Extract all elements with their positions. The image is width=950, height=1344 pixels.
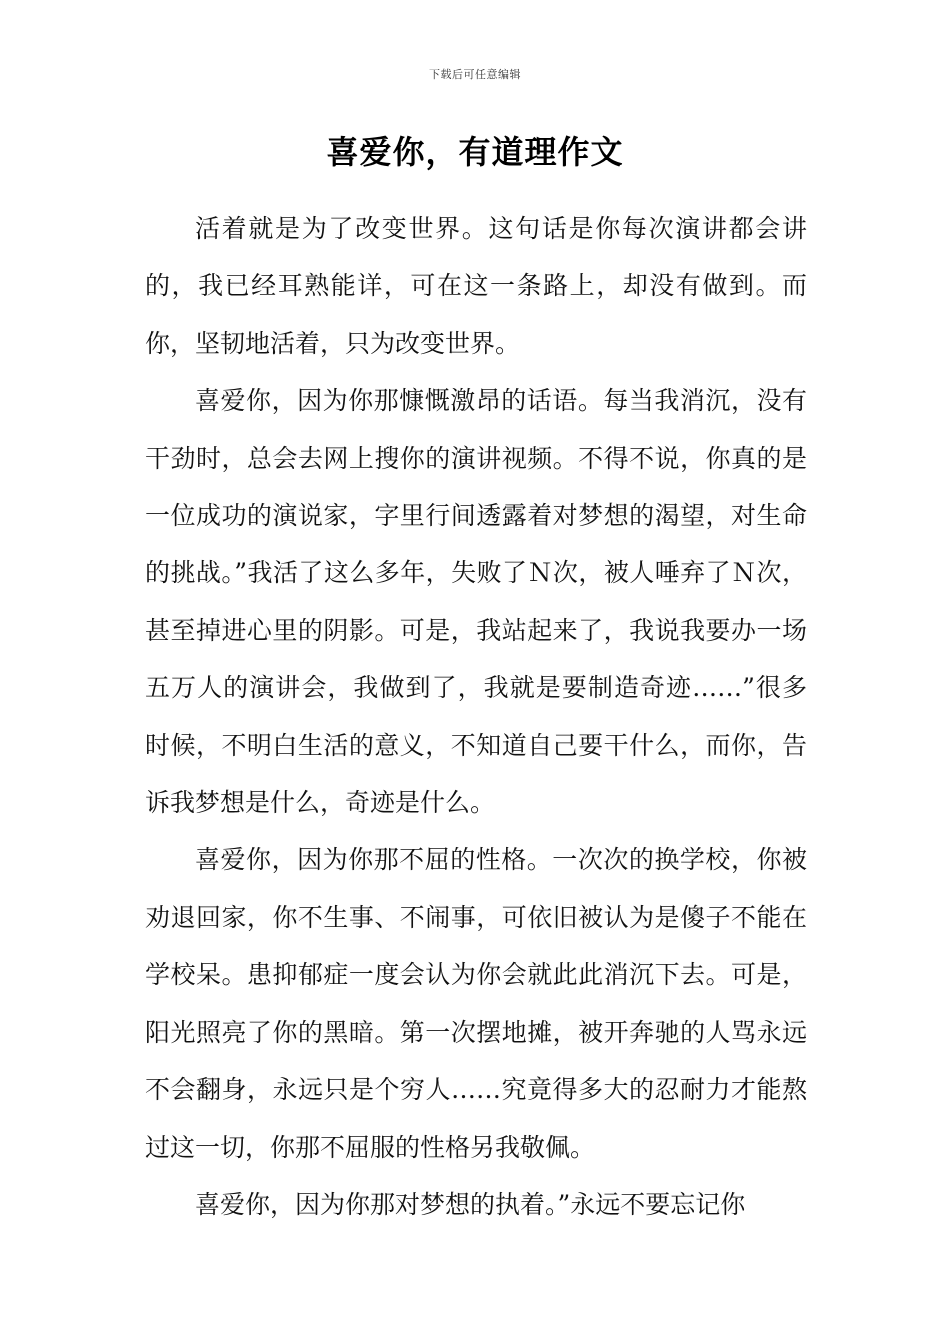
paragraph: 活着就是为了改变世界。这句话是你每次演讲都会讲的，我已经耳熟能详，可在这一条路上，却没有做到。而你，坚韧地活着，只为改变世界。: [145, 214, 807, 358]
paragraph: 喜爱你，因为你那对梦想的执着。”永远不要忘记你: [195, 1189, 746, 1219]
paragraph: 喜爱你，因为你那不屈的性格。一次次的换学校，你被劝退回家，你不生事、不闹事，可依旧被认为是傻子不能在学校呆。患抑郁症一度会认为你会就此此消沉下去。可是，阳光照亮了你的黑暗。第一次摆地摊，被开奔驰的人骂永远不会翻身，永远只是个穷人……究竟得多大的忍耐力才能熬过这一切，你那不屈服的性格另我敬佩。: [145, 845, 807, 1162]
document-body: [145, 200, 807, 1233]
paragraph: 喜爱你，因为你那慷慨激昂的话语。每当我消沉，没有干劲时，总会去网上搜你的演讲视频。不得不说，你真的是一位成功的演说家，字里行间透露着对梦想的渴望，对生命的挑战。”我活了这么多年，失败了Ｎ次，被人唾弃了Ｎ次，甚至掉进心里的阴影。可是，我站起来了，我说我要办一场五万人的演讲会，我做到了，我就是要制造奇迹……”很多时候，不明白生活的意义，不知道自己要干什么，而你，告诉我梦想是什么，奇迹是什么。: [145, 386, 807, 818]
header-note: 下载后可任意编辑: [429, 68, 521, 81]
document-title: 喜爱你，有道理作文: [326, 133, 624, 171]
